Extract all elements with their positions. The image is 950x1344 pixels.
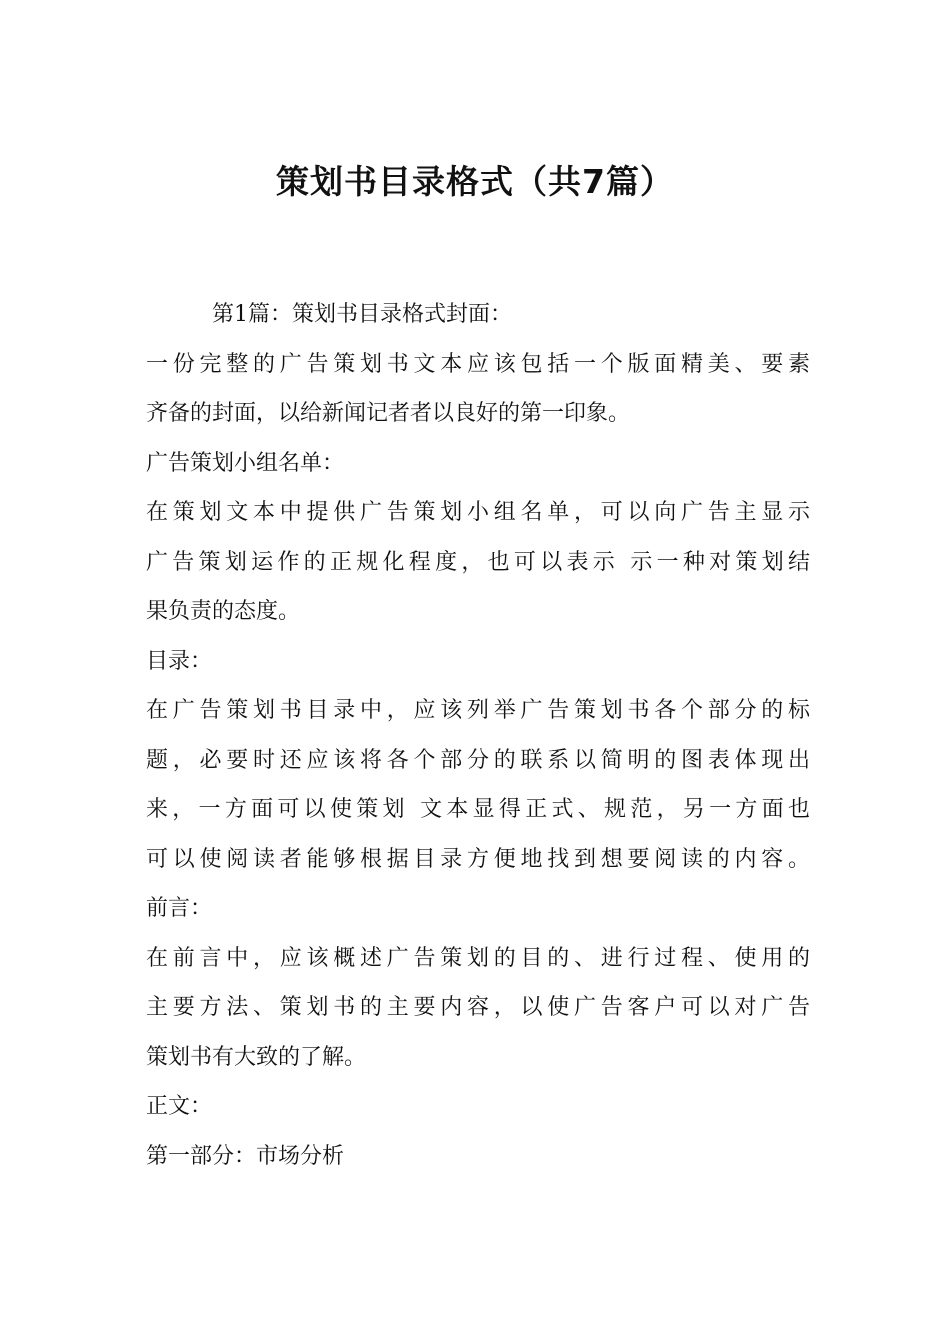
text-line: 来，一方面可以使策划 文本显得正式、规范，另一方面也 [146, 797, 810, 822]
document-title: 策划书目录格式（共7篇） [276, 162, 674, 201]
text-line: 一份完整的广告策划书文本应该包括一个版面精美、要素 [146, 351, 810, 377]
text-line: 在前言中，应该概述广告策划的目的、进行过程、使用的 [146, 945, 810, 971]
text-line: 目录： [146, 648, 213, 674]
document-body [146, 290, 810, 1181]
text-line: 前言： [146, 896, 213, 921]
text-line: 主要方法、策划书的主要内容，以使广告客户可以对广告 [146, 995, 810, 1020]
text-line: 正文： [146, 1094, 213, 1119]
text-line: 题，必要时还应该将各个部分的联系以简明的图表体现出 [146, 747, 810, 773]
text-line: 在策划文本中提供广告策划小组名单，可以向广告主显示 [146, 500, 810, 525]
text-line: 第1篇：策划书目录格式封面： [212, 302, 512, 327]
text-line: 果负责的态度。 [146, 599, 301, 624]
text-line: 广告策划运作的正规化程度，也可以表示 示一种对策划结 [146, 549, 810, 575]
text-line: 广告策划小组名单： [146, 450, 345, 476]
text-line: 在广告策划书目录中，应该列举广告策划书各个部分的标 [146, 698, 810, 723]
text-line: 第一部分：市场分析 [146, 1143, 345, 1169]
text-line: 可以使阅读者能够根据目录方便地找到想要阅读的内容。 [146, 846, 810, 872]
text-line: 齐备的封面，以给新闻记者者以良好的第一印象。 [146, 401, 631, 426]
text-line: 策划书有大致的了解。 [146, 1044, 367, 1070]
